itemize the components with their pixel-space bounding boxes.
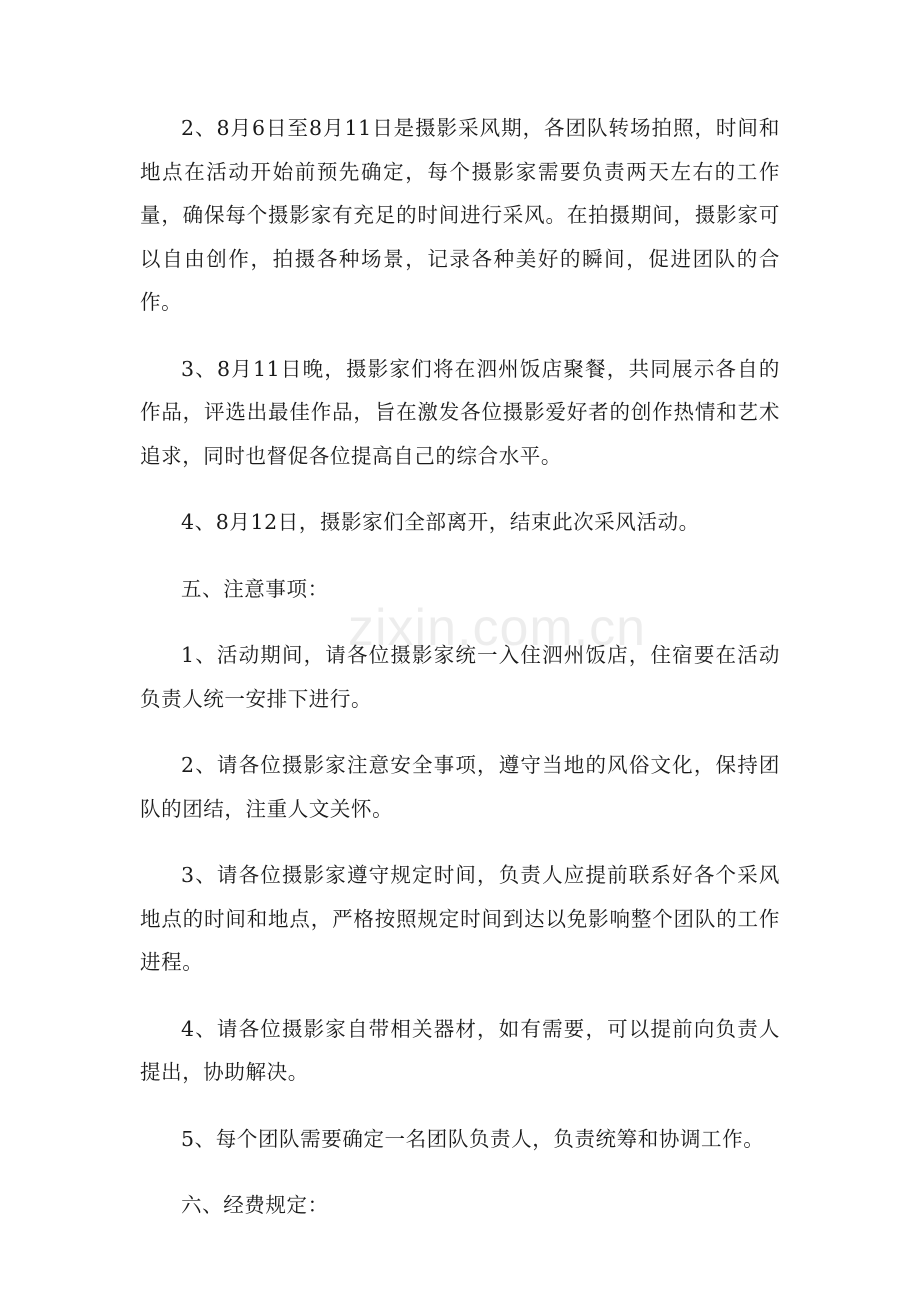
watermark: zixin.com.cn	[348, 599, 647, 657]
section-heading-funding: 六、经费规定：	[181, 1193, 329, 1217]
paragraph-note-2-safety: 2、请各位摄影家注意安全事项，遵守当地的风俗文化，保持团队的团结，注重人文关怀。	[140, 753, 780, 821]
paragraph-note-5-team-lead: 5、每个团队需要确定一名团队负责人，负责统筹和协调工作。	[181, 1126, 765, 1151]
section-heading-notes: 五、注意事项：	[181, 576, 329, 601]
document-body	[140, 107, 780, 1251]
paragraph-note-3-schedule: 3、请各位摄影家遵守规定时间，负责人应提前联系好各个采风地点的时间和地点，严格按照规定时间到达以免影响整个团队的工作进程。	[140, 863, 780, 974]
paragraph-item-3-dinner: 3、8月11日晚，摄影家们将在泗州饭店聚餐，共同展示各自的作品，评选出最佳作品，旨在激发各位摄影爱好者的创作热情和艺术追求，同时也督促各位提高自己的综合水平。	[140, 356, 780, 468]
paragraph-item-4-departure: 4、8月12日，摄影家们全部离开，结束此次采风活动。	[181, 510, 700, 534]
paragraph-note-1-lodging: 1、活动期间，请各位摄影家统一入住泗州饭店，住宿要在活动负责人统一安排下进行。	[140, 643, 780, 711]
paragraph-note-4-equipment: 4、请各位摄影家自带相关器材，如有需要，可以提前向负责人提出，协助解决。	[140, 1016, 780, 1084]
paragraph-item-2-photo-period: 2、8月6日至8月11日是摄影采风期，各团队转场拍照，时间和地点在活动开始前预先确定，每个摄影家需要负责两天左右的工作量，确保每个摄影家有充足的时间进行采风。在拍摄期间，摄影家可以自由创作，拍摄各种场景，记录各种美好的瞬间，促进团队的合作。	[140, 116, 780, 314]
